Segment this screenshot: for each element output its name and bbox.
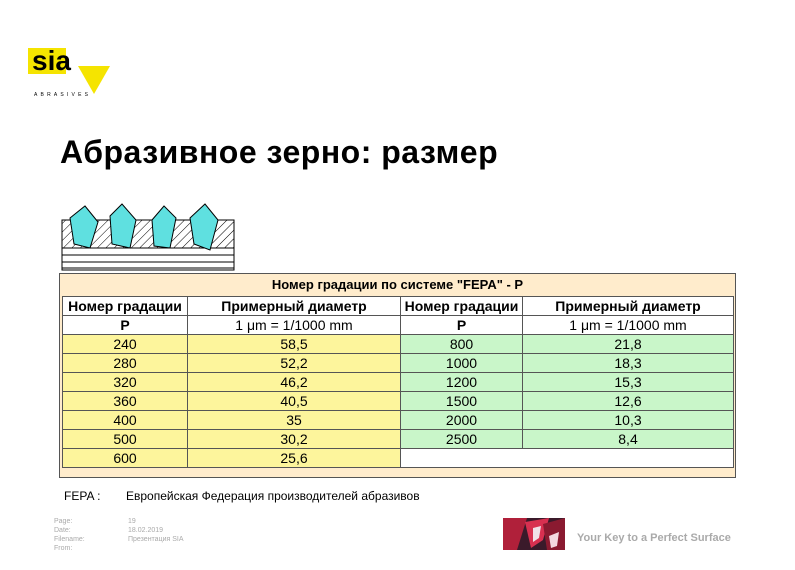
diameter-cell: 52,2 — [188, 354, 401, 373]
meta-label: From: — [54, 545, 73, 552]
grit-cell: 1500 — [401, 392, 523, 411]
grit-cell: 600 — [63, 449, 188, 468]
diameter-cell: 35 — [188, 411, 401, 430]
column-header: Примерный диаметр — [188, 297, 401, 316]
diameter-cell: 25,6 — [188, 449, 401, 468]
footnote-key: FEPA : — [64, 489, 101, 503]
grit-cell: 1200 — [401, 373, 523, 392]
grit-cell: 280 — [63, 354, 188, 373]
grit-cell: 500 — [63, 430, 188, 449]
table-row — [63, 354, 734, 373]
meta-values — [128, 517, 184, 544]
table-subheader-row — [63, 316, 734, 335]
column-subheader: 1 μm = 1/1000 mm — [188, 316, 401, 335]
meta-label: Page: — [54, 518, 73, 525]
column-subheader: 1 μm = 1/1000 mm — [523, 316, 734, 335]
meta-value: Презентация SIA — [128, 536, 184, 543]
meta-label: Date: — [54, 527, 71, 534]
grit-cell: 360 — [63, 392, 188, 411]
column-subheader: P — [63, 316, 188, 335]
table-row — [63, 411, 734, 430]
diameter-cell: 12,6 — [523, 392, 734, 411]
logo-subtitle: ABRASIVES — [34, 92, 92, 98]
column-subheader: P — [401, 316, 523, 335]
table-header-row — [63, 297, 734, 316]
diameter-cell: 8,4 — [523, 430, 734, 449]
table-caption: Номер градации по системе "FEPA" - P — [271, 277, 524, 292]
footnote — [64, 489, 420, 503]
grit-cell: 1000 — [401, 354, 523, 373]
diameter-cell: 15,3 — [523, 373, 734, 392]
table-row — [63, 373, 734, 392]
abrasive-grain-illustration — [60, 200, 236, 272]
footnote-text: Европейская Федерация производителей абразивов — [126, 489, 420, 503]
empty-cell — [401, 449, 734, 468]
page-title: Абразивное зерно: размер — [60, 134, 499, 170]
grit-cell: 800 — [401, 335, 523, 354]
grit-cell: 400 — [63, 411, 188, 430]
diameter-cell: 40,5 — [188, 392, 401, 411]
diameter-cell: 18,3 — [523, 354, 734, 373]
diameter-cell: 21,8 — [523, 335, 734, 354]
column-header: Номер градации — [63, 297, 188, 316]
diameter-cell: 10,3 — [523, 411, 734, 430]
diameter-cell: 30,2 — [188, 430, 401, 449]
table-row — [63, 430, 734, 449]
table-row — [63, 449, 734, 468]
fepa-grit-table — [59, 273, 736, 478]
column-header: Номер градации — [401, 297, 523, 316]
grit-grid — [62, 296, 734, 468]
slogan: Your Key to a Perfect Surface — [577, 532, 731, 544]
diameter-cell: 58,5 — [188, 335, 401, 354]
meta-labels — [54, 517, 85, 553]
product-photo — [503, 518, 565, 550]
grit-cell: 320 — [63, 373, 188, 392]
grit-cell: 2500 — [401, 430, 523, 449]
meta-value: 19 — [128, 518, 136, 525]
grit-cell: 2000 — [401, 411, 523, 430]
meta-value: 18.02.2019 — [128, 527, 164, 534]
table-row — [63, 335, 734, 354]
grit-cell: 240 — [63, 335, 188, 354]
logo-text: sia — [32, 45, 71, 76]
diameter-cell: 46,2 — [188, 373, 401, 392]
meta-label: Filename: — [54, 536, 85, 543]
column-header: Примерный диаметр — [523, 297, 734, 316]
table-row — [63, 392, 734, 411]
